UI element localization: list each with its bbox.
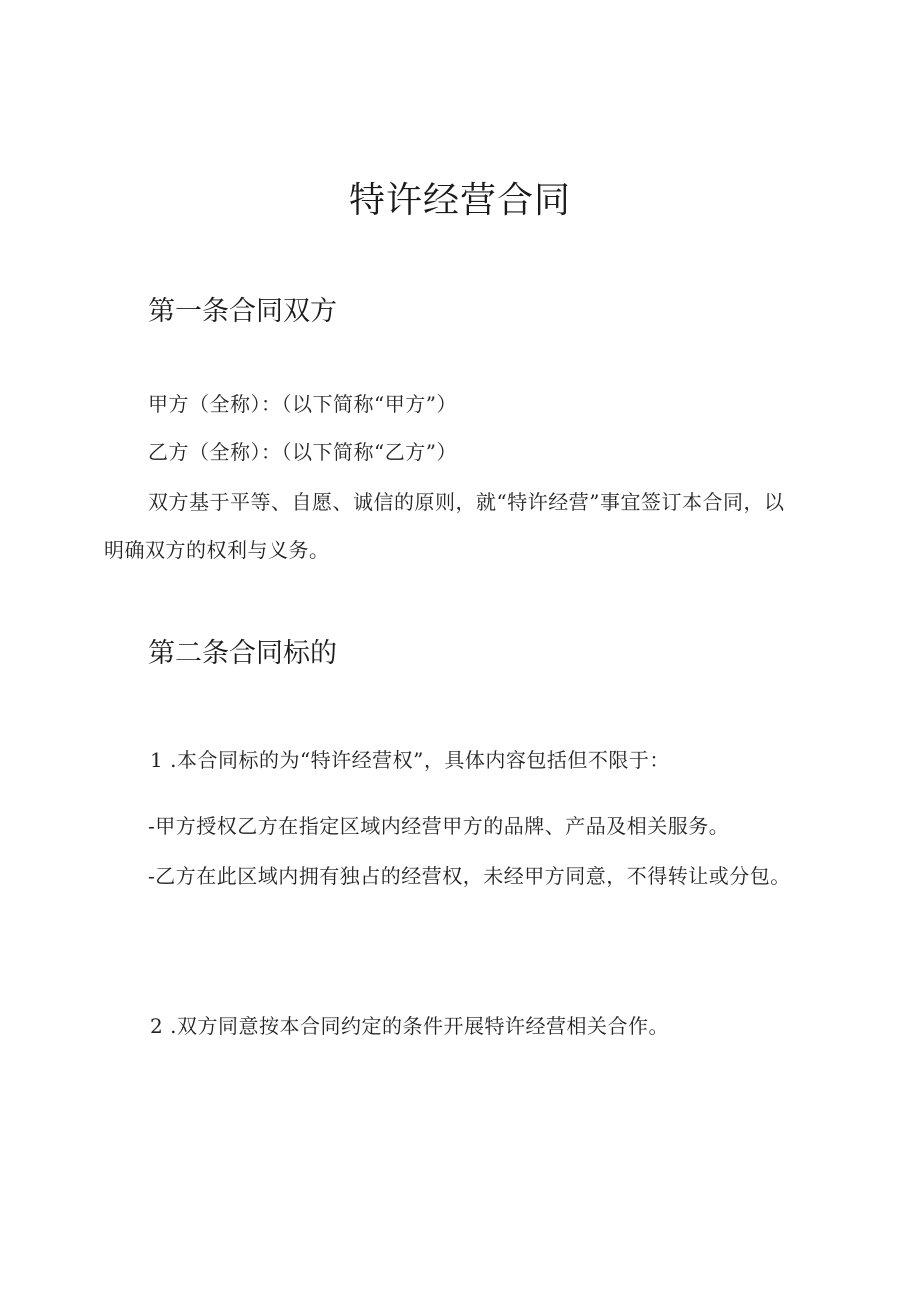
item-2-line: 2 .双方同意按本合同约定的条件开展特许经营相关合作。 [150, 1014, 669, 1038]
section-heading-1: 第一条合同双方 [148, 296, 337, 327]
document-title: 特许经营合同 [348, 180, 571, 221]
intro-paragraph: 双方基于平等、自愿、诚信的原则，就“特许经营”事宜签订本合同，以明确双方的权利与义务。 [104, 490, 785, 562]
party-b-line: 乙方（全称）：（以下简称“乙方”） [148, 440, 457, 464]
bullet-2-paragraph: -乙方在此区域内拥有独占的经营权，未经甲方同意，不得转让或分包。 [148, 864, 791, 888]
bullet-1-line: -甲方授权乙方在指定区域内经营甲方的品牌、产品及相关服务。 [148, 814, 730, 838]
item-1-line: 1 .本合同标的为“特许经营权”，具体内容包括但不限于： [150, 748, 670, 772]
party-a-line: 甲方（全称）：（以下简称“甲方”） [148, 392, 457, 416]
section-heading-2: 第二条合同标的 [148, 638, 337, 669]
